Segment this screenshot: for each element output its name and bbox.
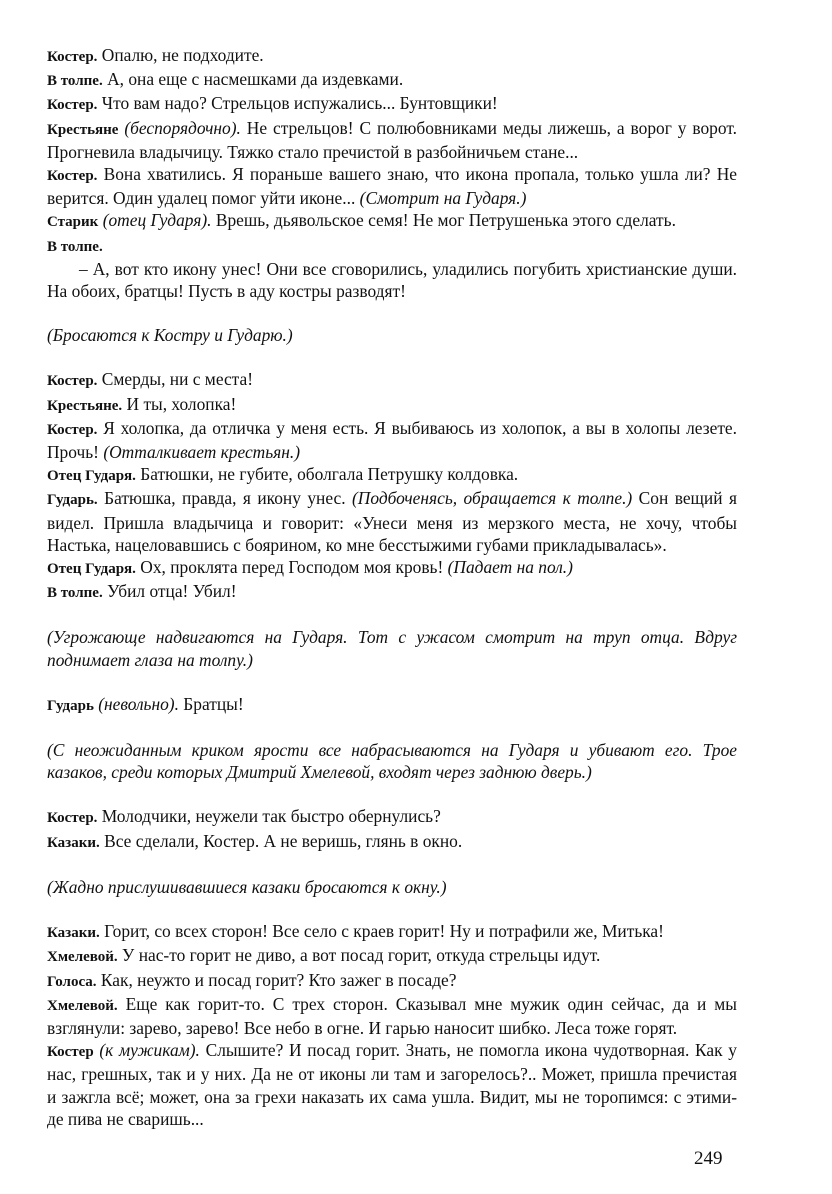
speaker: Костер bbox=[47, 1044, 94, 1061]
speaker: Старик bbox=[47, 214, 99, 231]
replica: Слышите? И посад горит. Знать, не помогла икона чудотворная. Как у нас, грешных, так и у них. Да не от иконы ли там и загорелось?.. Может, пришла пречистая и зажгла всё; может, она за грехи наказать их сама ушла. Видит, мы не торопимся: с этими-де пива не сваришь... bbox=[47, 1040, 737, 1129]
line-14 bbox=[47, 556, 737, 580]
replica: Все сделали, Костер. А не веришь, глянь в окно. bbox=[104, 830, 463, 851]
speaker: Костер. bbox=[47, 97, 98, 114]
speaker: Казаки. bbox=[47, 834, 100, 851]
line-8 bbox=[47, 258, 737, 302]
replica: – А, вот кто икону унес! Они все сговорились, уладились погубить христианские души. На обоих, братцы! Пусть в аду костры разводят! bbox=[47, 258, 737, 302]
speaker: Костер. bbox=[47, 373, 98, 390]
speaker: Гударь bbox=[47, 697, 94, 714]
stage-direction-4: (Жадно прислушивавшиеся казаки бросаются к окну.) bbox=[47, 876, 447, 897]
speaker: Костер. bbox=[47, 810, 98, 827]
replica: Молодчики, неужели так быстро обернулись? bbox=[101, 806, 441, 827]
play-text bbox=[47, 44, 737, 1130]
stage-direction: (Подбоченясь, обращается к толпе.) bbox=[352, 488, 633, 509]
speaker: Крестьяне bbox=[47, 121, 119, 138]
stage-direction: (отец Гударя). bbox=[102, 210, 212, 231]
replica-continued: Сон вещий я видел. Пришла владычица и говорит: «Унеси меня из мерзкого места, не хочу, чтобы Настька, нацеловавшись с боярином, ко мне бесстыжими губами прикладывалась». bbox=[47, 488, 737, 555]
replica: Что вам надо? Стрельцов испужались... Бунтовщики! bbox=[101, 93, 498, 114]
line-17 bbox=[47, 805, 737, 829]
speaker: Отец Гударя. bbox=[47, 468, 136, 485]
speaker: В толпе. bbox=[47, 585, 103, 602]
line-12 bbox=[47, 463, 737, 487]
replica: Смерды, ни с места! bbox=[101, 369, 254, 390]
line-20 bbox=[47, 944, 737, 968]
speaker: Гударь. bbox=[47, 492, 98, 509]
speaker: Отец Гударя. bbox=[47, 561, 136, 578]
line-10 bbox=[47, 393, 737, 417]
page-number: 249 bbox=[694, 1148, 723, 1169]
replica: А, она еще с насмешками да издевками. bbox=[107, 69, 404, 90]
speaker: Хмелевой. bbox=[47, 997, 118, 1014]
stage-direction: (беспорядочно). bbox=[124, 117, 241, 138]
line-18 bbox=[47, 830, 737, 854]
stage-direction: (Смотрит на Гударя.) bbox=[359, 188, 527, 209]
replica: Как, неужто и посад горит? Кто зажег в посаде? bbox=[100, 969, 457, 990]
speaker: Голоса. bbox=[47, 973, 97, 990]
stage-direction: (Падает на пол.) bbox=[447, 557, 573, 578]
line-22 bbox=[47, 993, 737, 1039]
line-23 bbox=[47, 1039, 737, 1130]
replica: Ох, проклята перед Господом моя кровь! bbox=[140, 557, 444, 578]
speaker: Костер. bbox=[47, 168, 98, 185]
replica: Опалю, не подходите. bbox=[101, 45, 264, 65]
speaker: Костер. bbox=[47, 421, 98, 438]
replica: И ты, холопка! bbox=[126, 393, 237, 414]
speaker: Казаки. bbox=[47, 925, 100, 942]
line-2 bbox=[47, 68, 737, 92]
stage-direction-3: (С неожиданным криком ярости все набрасываются на Гударя и убивают его. Трое казаков, среди которых Дмитрий Хмелевой, входят через заднюю дверь.) bbox=[47, 740, 737, 783]
stage-direction: (к мужикам). bbox=[99, 1040, 200, 1061]
line-1 bbox=[47, 44, 737, 68]
speaker: Хмелевой. bbox=[47, 949, 118, 966]
replica: Горит, со всех сторон! Все село с краев горит! Ну и потрафили же, Митька! bbox=[104, 921, 664, 942]
stage-direction-2: (Угрожающе надвигаются на Гударя. Тот с ужасом смотрит на труп отца. Вдруг поднимает глаза на толпу.) bbox=[47, 627, 737, 670]
replica: Не стрельцов! С полюбовниками меды лижешь, а ворог у ворот. Прогневила владычицу. Тяжко стало пречистой в разбойничьем стане... bbox=[47, 117, 737, 162]
replica: Батюшка, правда, я икону унес. bbox=[104, 488, 346, 509]
line-16 bbox=[47, 693, 737, 717]
line-7 bbox=[47, 234, 737, 258]
speaker: Костер. bbox=[47, 49, 98, 65]
speaker: В толпе. bbox=[47, 238, 103, 255]
replica: Вона хватились. Я пораньше вашего знаю, что икона пропала, только ушла ли? Не верится. Один удалец помог уйти иконе... bbox=[47, 164, 737, 209]
line-15 bbox=[47, 580, 737, 604]
speaker: Крестьяне. bbox=[47, 397, 123, 414]
replica: У нас-то горит не диво, а вот посад горит, откуда стрельцы идут. bbox=[122, 945, 601, 966]
stage-direction: (невольно). bbox=[98, 693, 179, 714]
replica: Врешь, дьявольское семя! Не мог Петрушенька этого сделать. bbox=[215, 210, 676, 231]
replica: Батюшки, не губите, оболгала Петрушку колдовка. bbox=[140, 464, 519, 485]
line-3 bbox=[47, 92, 737, 116]
line-11 bbox=[47, 417, 737, 463]
replica: Еще как горит-то. С трех сторон. Сказывал мне мужик один сейчас, да и мы взглянули: зарево, зарево! Все небо в огне. И гарью наносит шибко. Леса тоже горят. bbox=[47, 993, 737, 1038]
speaker: В толпе. bbox=[47, 73, 103, 90]
line-13 bbox=[47, 487, 737, 556]
replica: Убил отца! Убил! bbox=[107, 581, 237, 602]
replica: Братцы! bbox=[183, 693, 244, 714]
line-5 bbox=[47, 163, 737, 209]
line-6 bbox=[47, 209, 737, 233]
stage-direction: (Отталкивает крестьян.) bbox=[103, 442, 300, 463]
line-21 bbox=[47, 969, 737, 993]
line-19 bbox=[47, 920, 737, 944]
replica: Я холопка, да отличка у меня есть. Я выбиваюсь из холопок, а вы в холопы лезете. Прочь! bbox=[47, 417, 737, 463]
line-9 bbox=[47, 368, 737, 392]
line-4 bbox=[47, 117, 737, 163]
stage-direction-1: (Бросаются к Костру и Гударю.) bbox=[47, 325, 293, 346]
